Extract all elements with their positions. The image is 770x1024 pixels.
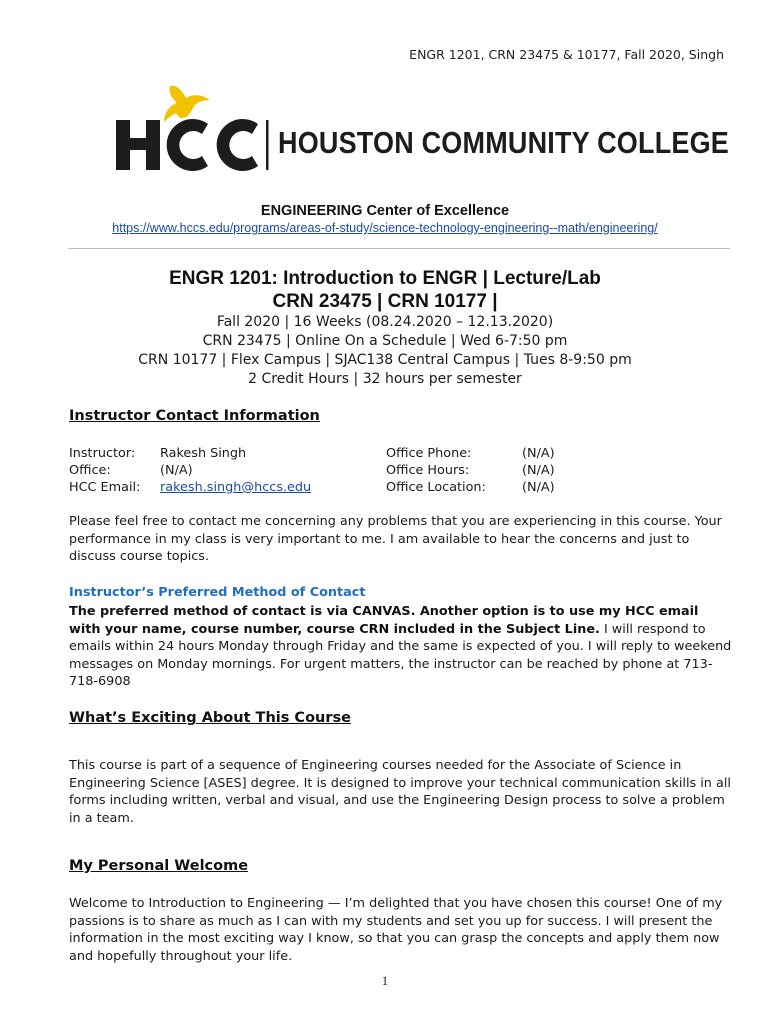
logo-letter-c1	[167, 119, 208, 171]
instructor-email-link[interactable]: rakesh.singh@hccs.edu	[160, 480, 312, 495]
exciting-heading: What’s Exciting About This Course	[69, 710, 351, 726]
office-phone-value: (N/A)	[522, 446, 555, 461]
exciting-paragraph: This course is part of a sequence of Engineering courses needed for the Associate of Science in Engineering Science [ASES] degree. It is designed to improve your technical communication skills in all forms including written, verbal and visual, and use the Engineering Design process to solve a problem in a team.	[69, 758, 731, 826]
logo-letter-h	[116, 120, 160, 170]
office-hours-value: (N/A)	[522, 463, 555, 478]
instructor-name: Rakesh Singh	[160, 446, 247, 461]
page-number: 1	[381, 973, 389, 988]
office-hours-label: Office Hours:	[386, 463, 470, 478]
preferred-contact-text: I will respond to emails within 24 hours Monday through Friday and the same is expected of you. I will reply to weekend messages on Monday mornings. For urgent matters, the instructor can be reached by phone at 713-718-6908	[69, 621, 732, 690]
college-name: HOUSTON COMMUNITY COLLEGE	[278, 126, 730, 160]
divider-rule	[68, 248, 730, 249]
email-label: HCC Email:	[69, 480, 141, 495]
hcc-logo	[112, 82, 730, 182]
course-term: Fall 2020 | 16 Weeks (08.24.2020 – 12.13.2020)	[216, 314, 554, 330]
course-section-online: CRN 23475 | Online On a Schedule | Wed 6-7:50 pm	[202, 333, 568, 349]
course-crns: CRN 23475 | CRN 10177 |	[272, 291, 498, 312]
office-location-value: (N/A)	[522, 480, 555, 495]
preferred-contact-paragraph	[69, 603, 734, 691]
instructor-label: Instructor:	[69, 446, 136, 461]
preferred-contact-heading: Instructor’s Preferred Method of Contact	[69, 585, 366, 600]
contact-labels-right	[386, 445, 486, 496]
welcome-paragraph: Welcome to Introduction to Engineering — I’m delighted that you have chosen this course! One of my passions is to share as much as I can with my students and set you up for success. I will present the information in the most exciting way I know, so that you can grasp the concepts and apply them now and hopefully throughout your life.	[69, 896, 723, 964]
contact-heading: Instructor Contact Information	[69, 408, 320, 424]
contact-intro-paragraph: Please feel free to contact me concerning any problems that you are experiencing in this course. Your performance in my class is very important to me. I am available to hear the concerns and just to discuss course topics.	[69, 514, 722, 565]
logo-letter-c2	[217, 119, 258, 171]
department-name: ENGINEERING Center of Excellence	[260, 203, 510, 219]
contact-values-left	[160, 445, 311, 496]
contact-values-right	[522, 445, 555, 496]
logo-divider	[266, 120, 269, 170]
department-link[interactable]: https://www.hccs.edu/programs/areas-of-study/science-technology-engineering--math/engineering/	[112, 221, 658, 235]
course-section-flex: CRN 10177 | Flex Campus | SJAC138 Central Campus | Tues 8-9:50 pm	[138, 352, 632, 368]
office-location-label: Office Location:	[386, 480, 486, 495]
contact-labels-left	[69, 445, 140, 496]
preferred-contact-bold: The preferred method of contact is via CANVAS. Another option is to use my HCC email with your name, course number, course CRN included in the Subject Line.	[69, 604, 699, 637]
eagle-icon	[164, 86, 210, 122]
office-label: Office:	[69, 463, 111, 478]
course-credits: 2 Credit Hours | 32 hours per semester	[248, 371, 522, 387]
welcome-heading: My Personal Welcome	[69, 858, 249, 874]
office-phone-label: Office Phone:	[386, 446, 472, 461]
course-title: ENGR 1201: Introduction to ENGR | Lecture/Lab	[169, 268, 601, 289]
office-value: (N/A)	[160, 463, 193, 478]
running-header: ENGR 1201, CRN 23475 & 10177, Fall 2020, Singh	[409, 47, 724, 62]
